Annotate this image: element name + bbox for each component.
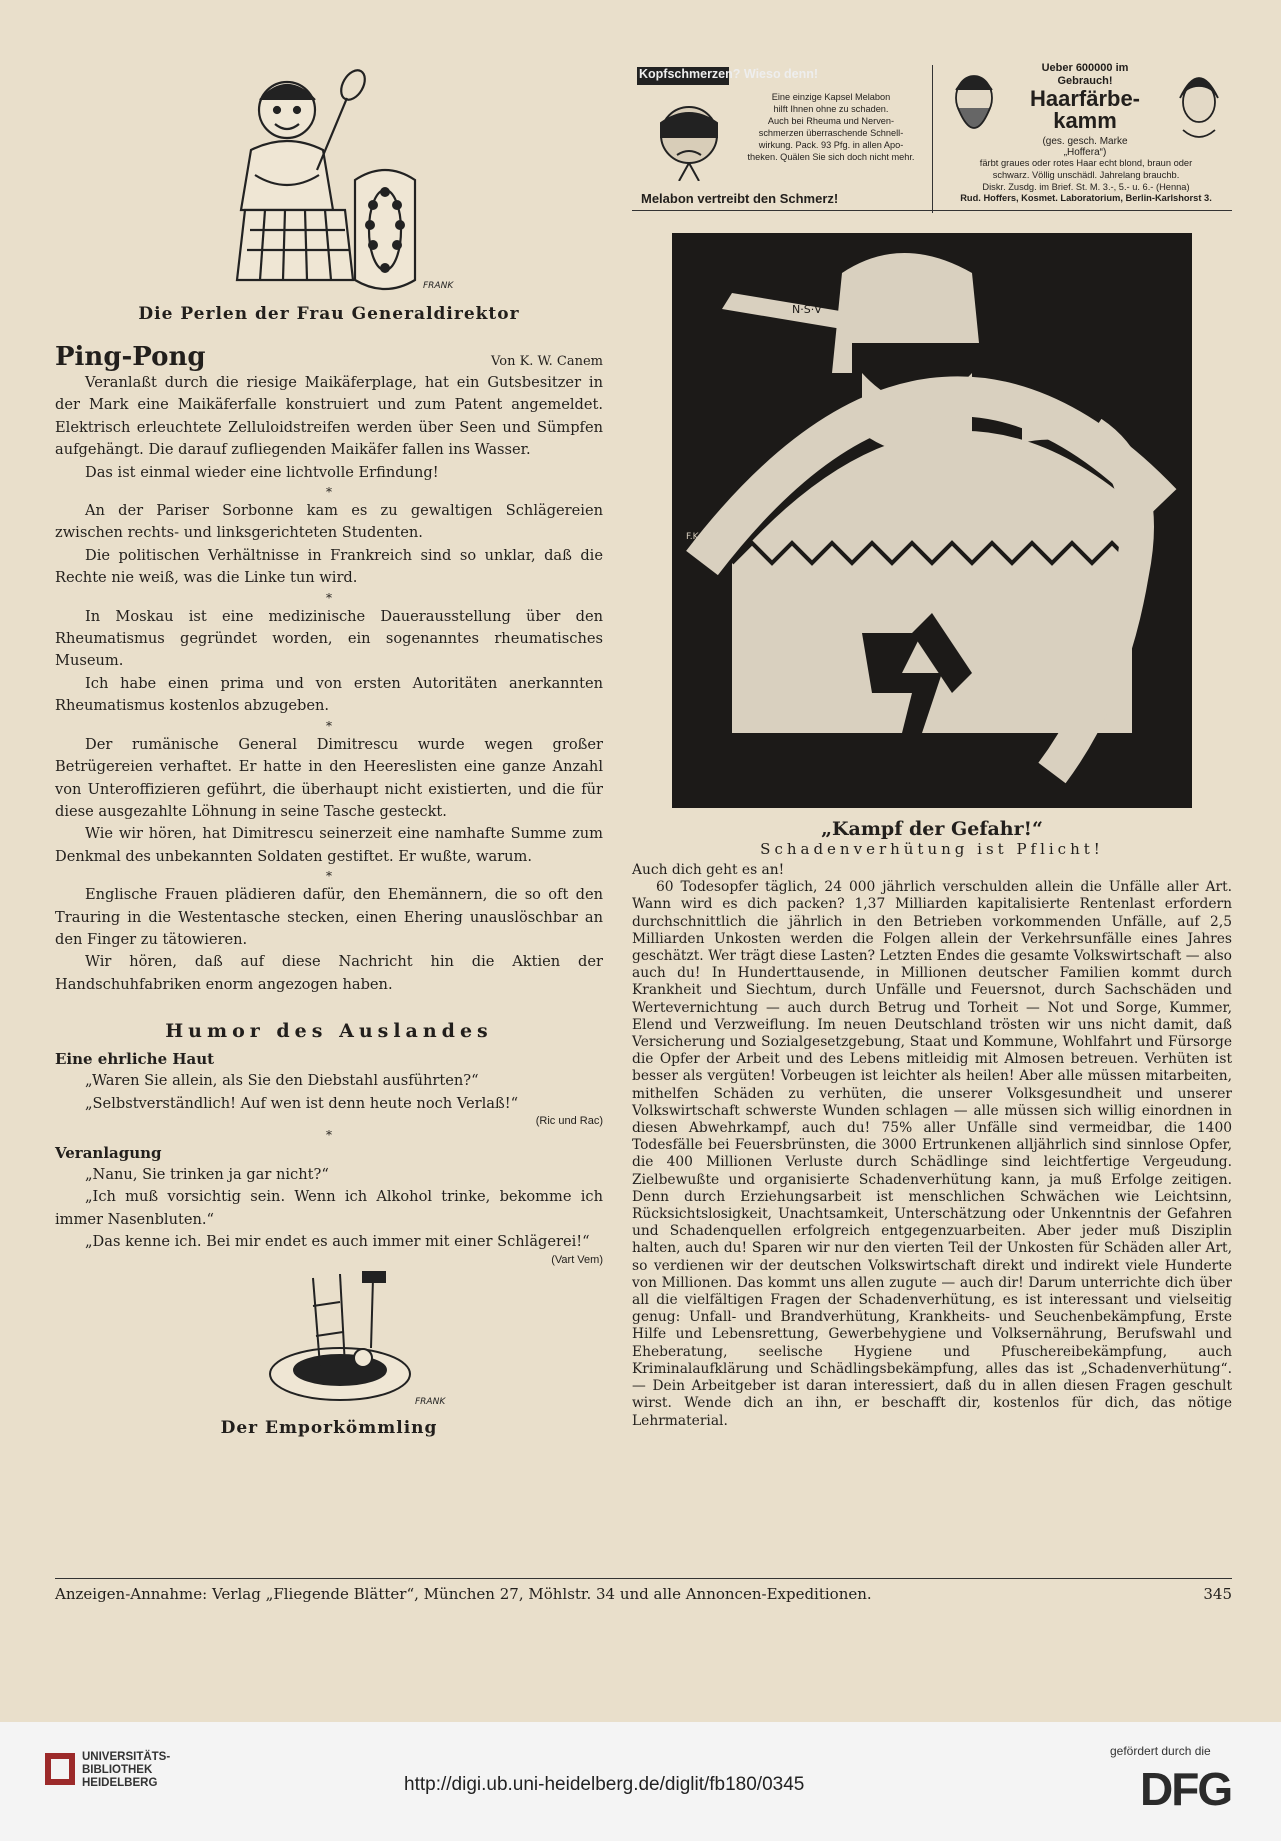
separator-star: *	[326, 869, 332, 884]
joke1-title: Eine ehrliche Haut	[55, 1050, 215, 1069]
joke1-line: „Waren Sie allein, als Sie den Diebstahl ausführten?“	[85, 1072, 479, 1090]
article-title: Ping-Pong	[55, 342, 206, 372]
library-bar	[0, 1722, 1281, 1841]
article-paragraph: In Moskau ist eine medizinische Dauerausstellung über den Rheumatismus gegründet worden, ein sogenanntes rheumatisches Museum.	[55, 607, 603, 670]
page-footer	[55, 1578, 1232, 1603]
melabon-ad	[637, 65, 933, 213]
separator-star: *	[326, 590, 332, 605]
article-body-right	[632, 879, 1232, 1430]
funded-by-text: gefördert durch die	[1110, 1744, 1211, 1758]
article-lead-right: Auch dich geht es an!	[632, 862, 785, 878]
hoffera-mark: (ges. gesch. Marke „Hoffera“)	[1042, 136, 1128, 158]
hoffera-product: Haarfärbe-kamm	[1029, 86, 1141, 133]
article-paragraph: Die politischen Verhältnisse in Frankreich sind so unklar, daß die Rechte nie weiß, was die Linke tun wird.	[55, 546, 603, 587]
advertisement-row	[632, 60, 1232, 211]
joke2-source: (Vart Vem)	[551, 1253, 603, 1266]
separator-star: *	[326, 1127, 332, 1142]
article-subtitle-right: Schadenverhütung ist Pflicht!	[760, 840, 1104, 858]
humor-heading: Humor des Auslandes	[165, 1020, 493, 1043]
joke2-line: „Das kenne ich. Bei mir endet es auch immer mit einer Schlägerei!“	[85, 1233, 590, 1251]
article-body	[55, 372, 603, 996]
melabon-body: Eine einzige Kapsel Melabon hilft Ihnen ohne zu schaden. Auch bei Rheuma und Nerven- schmerzen überraschende Schnell- wirkung. Pack. 93 Pfg. in allen Apo- theken. Quälen Sie sich doch nicht mehr.	[747, 92, 915, 162]
headache-face-icon	[647, 93, 729, 181]
article-paragraph: Wir hören, daß auf diese Nachricht hin die Aktien der Handschuhfabriken enorm angezogen haben.	[55, 953, 603, 993]
hoffera-body: färbt graues oder rotes Haar echt blond, braun oder schwarz. Völlig unschädl. Jahrelang brauchb. Diskr. Zusdg. im Brief. St. M. 3.-, 5.- u. 6.- (Henna) Rud. Hoffers, Kosmet. Laboratorium, Berlin-Karlshorst 3.	[960, 158, 1212, 204]
article-paragraph: Ich habe einen prima und von ersten Autoritäten anerkannten Rheumatismus kostenlos abzugeben.	[55, 674, 603, 715]
joke2-line: „Nanu, Sie trinken ja gar nicht?“	[85, 1165, 329, 1183]
cartoon2-signature: FRANK	[415, 1396, 446, 1407]
cartoon-signature: FRANK	[423, 281, 454, 291]
woodcut-kampf-der-gefahr	[672, 233, 1192, 808]
hoffera-top: Ueber 600000 im Gebrauch!	[1041, 62, 1129, 87]
article-paragraph-right: 60 Todesopfer täglich, 24 000 jährlich verschulden allein die Unfälle aller Art. Wann wird es dich packen? 1,37 Milliarden kapitalisierte Rentenlast erfordern durchschnittlich die jährlich in den Betrieben vorkommenden Unfälle, auf 2,5 Milliarden Unkosten werden die Folgen allein der Verkehrsunfälle eines Jahres geschätzt. Wer trägt diese Lasten? Letzten Endes die gesamte Volkswirtschaft — also auch du! In Hunderttausende, in Millionen deutscher Familien kommt durch Krankheit und Siechtum, durch Unfälle und Feuersnot, durch Sachschäden und Wertevernichtung — auch durch Betrug und Torheit — Not und Sorge, Kummer, Elend und Verzweiflung. Im neuen Deutschland trösten wir uns nicht damit, daß Versicherung und Sozialgesetzgebung, Staat und Kommune, Wohlfahrt und Fürsorge die Opfer der Arbeit und des Lebens mitleidig mit Almosen betreuen. Verhüten ist besser als vergüten! Vorbeugen ist leichter als heilen! Aber alle müssen mitarbeiten, mithelfen Schäden zu verhüten, die unserer Volksgesundheit und unserer Volkswirtschaft schwerste Wunden schlagen — alle müssen sich willig einordnen in diesen Abwehrkampf, auch du! 75% aller Unfälle sind vermeidbar, die 1400 Todesfälle bei Feuersbrünsten, die 3000 Ertrunkenen alljährlich sind sinnlose Opfer, die 400 Millionen Verluste durch Schädlinge sind leichtfertige Vergeudung. Zielbewußte und organisierte Schadenverhütung kann, ja muß Erfolge zeitigen. Denn durch Erziehungsarbeit ist menschlichen Schwächen wie Leichtsinn, Rücksichtslosigkeit, Unachtsamkeit, Unterschätzung oder Unkenntnis der Gefahren und Schadenquellen erfolgreich entgegenzuarbeiten. Aber jeder muß Disziplin halten, auch du! Sparen wir nur den vierten Teil der Unkosten für Schäden aller Art, so verdienen wir der deutschen Volkswirtschaft direkt und indirekt viele Hunderte von Millionen. Das kommt uns allen zugute — auch dir! Darum unterrichte dich über all die vielfältigen Fragen der Schadenverhütung, es ist interessant und vielseitig genug: Unfall- und Brandverhütung, Krankheits- und Seuchenbekämpfung, Erste Hilfe und Lebensrettung, Gewerbehygiene und Volksernährung, Berufswahl und Eheberatung, seelische Hygiene und Pfuschereibekämpfung, auch Kriminalaufklärung und Schädlingsbekämpfung, alles das ist „Schadenverhütung“. — Dein Arbeitgeber ist daran interessiert, daß du in allen diesen Fragen geschult wirst. Wende dich an ihn, er beschafft dir, kostenlos für dich, das nötige Lehrmaterial.	[632, 879, 1232, 1429]
man-portrait-icon	[944, 64, 1004, 150]
article-paragraph: Das ist einmal wieder eine lichtvolle Erfindung!	[85, 463, 439, 481]
woodcut-illustration	[672, 233, 1192, 808]
page-number: 345	[1203, 1585, 1232, 1603]
woodcut-initials: F.K.B.	[686, 532, 711, 542]
article-paragraph: Englische Frauen plädieren dafür, den Ehemännern, die so oft den Trauring in die Westentasche stecken, einen Ehering unauslöschbar an den Finger zu tätowieren.	[55, 886, 603, 948]
dfg-logo: DFG	[1140, 1763, 1232, 1815]
cartoon-emporkoemmling	[55, 1266, 603, 1414]
article-header	[55, 342, 603, 372]
joke2-line: „Ich muß vorsichtig sein. Wenn ich Alkohol trinke, bekomme ich immer Nasenbluten.“	[55, 1188, 603, 1228]
left-column	[55, 60, 603, 1438]
library-name: UNIVERSITÄTS- BIBLIOTHEK HEIDELBERG	[82, 1751, 171, 1789]
joke1-line: „Selbstverständlich! Auf wen ist denn heute noch Verlaß!“	[85, 1094, 519, 1112]
article-byline: Von K. W. Canem	[491, 354, 603, 369]
cartoon-caption-bottom: Der Emporkömmling	[220, 1417, 438, 1438]
cartoon-caption-top: Die Perlen der Frau Generaldirektor	[138, 304, 520, 324]
digital-copy-link[interactable]: http://digi.ub.uni-heidelberg.de/diglit/fb180/0345	[404, 1774, 805, 1795]
article-paragraph: Wie wir hören, hat Dimitrescu seinerzeit eine namhafte Summe zum Denkmal des unbekannten Soldaten gestiftet. Er wußte, warum.	[55, 825, 603, 865]
article-title-right: „Kampf der Gefahr!“	[821, 818, 1043, 840]
melabon-headline: Kopfschmerzen? Wieso denn!	[639, 67, 819, 81]
footer-text: Anzeigen-Annahme: Verlag „Fliegende Blätter“, München 27, Möhlstr. 34 und alle Annoncen-Expeditionen.	[55, 1585, 872, 1603]
right-column	[632, 60, 1232, 1430]
melabon-slogan: Melabon vertreibt den Schmerz!	[641, 191, 839, 206]
separator-star: *	[326, 718, 332, 733]
joke2-title: Veranlagung	[55, 1143, 162, 1162]
article-paragraph: An der Pariser Sorbonne kam es zu gewaltigen Schlägereien zwischen rechts- und linksgerichteten Studenten.	[55, 502, 603, 542]
separator-star: *	[326, 485, 332, 500]
library-logo-icon	[45, 1753, 75, 1785]
article-paragraph: Der rumänische General Dimitrescu wurde wegen großer Betrügereien verhaftet. Er hatte in den Heereslisten eine ganze Anzahl von Unteroffizieren geführt, die überhaupt nicht existierten, und die für diese ausgezahlte Löhnung in seine Tasche gesteckt.	[55, 735, 603, 820]
joke1-source: (Ric und Rac)	[535, 1114, 603, 1127]
cartoon-lady-with-pearls	[55, 60, 603, 300]
woodcut-sign: N·S·V	[792, 303, 822, 316]
hoffera-ad	[938, 60, 1232, 208]
woman-portrait-icon	[1168, 64, 1230, 150]
article-paragraph: Veranlaßt durch die riesige Maikäferplage, hat ein Gutsbesitzer in der Mark eine Maikäferfalle konstruiert und zum Patent angemeldet. Elektrisch erleuchtete Zelluloidstreifen werden über Seen und Sümpfen aufgehängt. Die darauf zufliegenden Maikäfer fallen ins Wasser.	[55, 374, 603, 459]
